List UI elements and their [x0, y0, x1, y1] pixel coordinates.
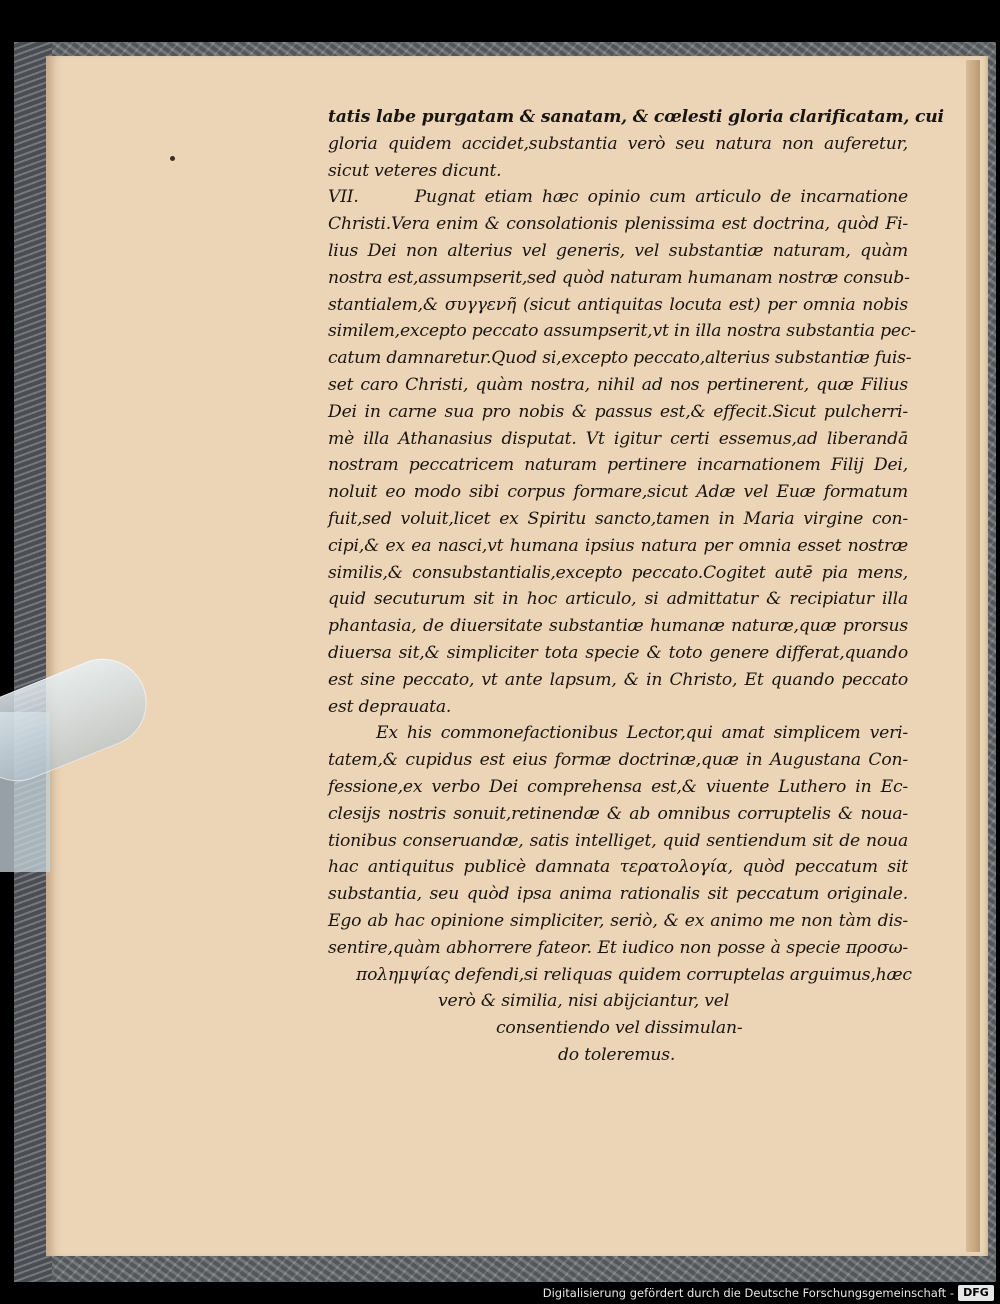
text-line: verò & similia, nisi abijciantur, vel [438, 991, 730, 1012]
text-line: diuersa sit,& simpliciter tota specie & toto genere differat,quando [328, 642, 908, 663]
dfg-logo: DFG [958, 1285, 994, 1301]
text-line: stantialem,& συγγενῆ (sicut antiquitas locuta est) per omnia nobis [328, 294, 908, 315]
text-line: tatem,& cupidus est eius formæ doctrinæ,quæ in Augustana Con- [328, 750, 908, 771]
text-line: sentire,quàm abhorrere fateor. Et iudico non posse à specie προσω- [328, 937, 908, 958]
text-line: similem,excepto peccato assumpserit,vt in illa nostra substantia pec- [328, 321, 916, 342]
text-line: gloria quidem accidet,substantia verò seu natura non auferetur, [328, 133, 908, 154]
text-line: catum damnaretur.Quod si,excepto peccato,alterius substantiæ fuis- [328, 348, 912, 369]
text-line: cipi,& ex ea nasci,vt humana ipsius natura per omnia esset nostræ [328, 535, 908, 556]
footer-credit: Digitalisierung gefördert durch die Deutsche Forschungsgemeinschaft - [542, 1286, 954, 1300]
text-line: quid secuturum sit in hoc articulo, si admittatur & recipiatur illa [328, 589, 908, 610]
text-line: est deprauata. [328, 696, 452, 717]
text-line: do toleremus. [558, 1044, 676, 1065]
text-line: fuit,sed voluit,licet ex Spiritu sancto,tamen in Maria virgine con- [328, 508, 908, 529]
text-line: similis,& consubstantialis,excepto peccato.Cogitet autē pia mens, [328, 562, 908, 583]
text-line: est sine peccato, vt ante lapsum, & in Christo, Et quando peccato [328, 669, 908, 690]
text-line: sicut veteres dicunt. [328, 160, 502, 181]
footer-bar [0, 1283, 1000, 1304]
text-line: Christi.Vera enim & consolationis plenissima est doctrina, quòd Fi- [328, 214, 908, 235]
ink-spot [170, 156, 175, 161]
text-line: Ex his commonefactionibus Lector,qui amat simplicem veri- [376, 723, 908, 744]
text-line: πολημψίας defendi,si reliquas quidem corruptelas arguimus,hæc [356, 964, 912, 985]
text-line: lius Dei non alterius vel generis, vel substantiæ naturam, quàm [328, 240, 908, 261]
text-line: tatis labe purgatam & sanatam, & cœlesti gloria clarificatam, cui [328, 107, 944, 127]
text-line: fessione,ex verbo Dei comprehensa est,& viuente Luthero in Ec- [328, 776, 908, 797]
text-line: VII. Pugnat etiam hæc opinio cum articulo de incarnatione [328, 187, 908, 208]
text-line: tionibus conseruandæ, satis intelliget, quid sentiendum sit de noua [328, 830, 908, 851]
text-line: consentiendo vel dissimulan- [496, 1018, 743, 1039]
text-line: Ego ab hac opinione simpliciter, seriò, & ex animo me non tàm dis- [328, 910, 908, 931]
text-line: set caro Christi, quàm nostra, nihil ad nos pertinerent, quæ Filius [328, 374, 908, 395]
page-text [328, 104, 944, 1069]
page-edge [966, 60, 980, 1252]
text-line: nostra est,assumpserit,sed quòd naturam humanam nostræ consub- [328, 267, 910, 288]
text-line: nostram peccatricem naturam pertinere incarnationem Filij Dei, [328, 455, 908, 476]
text-line: mè illa Athanasius disputat. Vt igitur certi essemus,ad liberandā [328, 428, 908, 449]
text-line: Dei in carne sua pro nobis & passus est,& effecit.Sicut pulcherri- [328, 401, 908, 422]
text-line: hac antiquitus publicè damnata τερατολογία, quòd peccatum sit [328, 857, 908, 878]
text-line: noluit eo modo sibi corpus formare,sicut Adæ vel Euæ formatum [328, 482, 908, 503]
text-line: phantasia, de diuersitate substantiæ humanæ naturæ,quæ prorsus [328, 616, 908, 637]
text-line: substantia, seu quòd ipsa anima rationalis sit peccatum originale. [328, 884, 908, 905]
text-line: clesijs nostris sonuit,retinendæ & ab omnibus corruptelis & noua- [328, 803, 908, 824]
